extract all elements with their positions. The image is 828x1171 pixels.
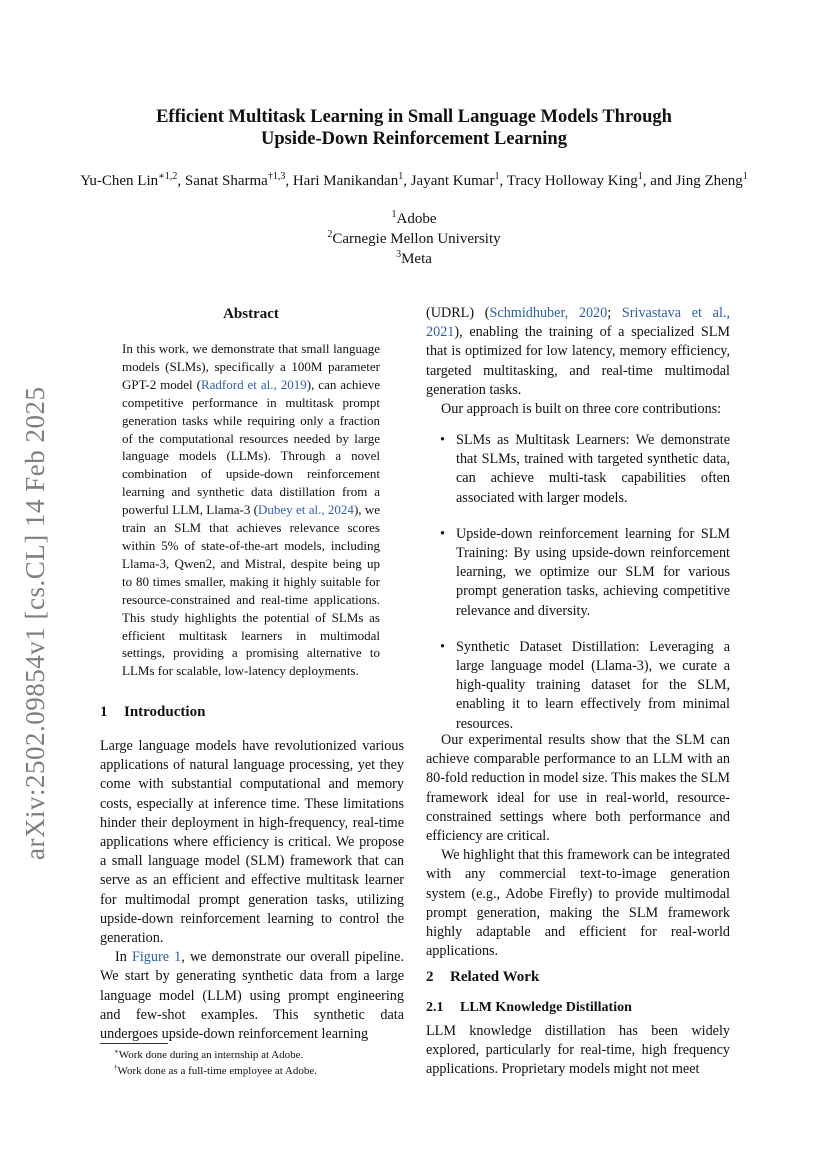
- bullet-icon: •: [440, 432, 445, 448]
- section-title: Introduction: [124, 704, 206, 720]
- footnote-text: Work done during an internship at Adobe.: [118, 1049, 304, 1061]
- author-name: Sanat Sharma: [184, 173, 268, 189]
- author-separator: ,: [177, 173, 185, 189]
- figure-reference-link[interactable]: Figure 1: [131, 949, 182, 966]
- paper-title: [100, 106, 728, 150]
- bullet-icon: •: [440, 638, 445, 655]
- section-number: 2: [426, 969, 434, 985]
- footnote: [114, 1064, 404, 1080]
- affiliation-mark: 1: [391, 209, 397, 220]
- author-name: Yu-Chen Lin: [80, 173, 159, 189]
- section-heading-related-work: [426, 969, 539, 986]
- intro-paragraph: Our approach is built on three core contributions:: [441, 401, 722, 418]
- author-separator: ,: [285, 173, 293, 189]
- citation-link[interactable]: Dubey et al., 2024: [258, 502, 354, 518]
- footnote: [114, 1048, 404, 1064]
- citation-link[interactable]: Schmidhuber, 2020: [489, 305, 608, 321]
- footnote-divider: [100, 1043, 168, 1044]
- abstract-text-segment: ), we train an SLM that achieves relevance scores within 5% of state-of-the-art models, including Llama-3, Qwen2, and Mistral, despite being up to 80 times smaller, making it highly suitable for resource-constrained and real-time applications. This study highlights the potential of SLMs as efficient multitask learners in multimodal settings, providing a promising alternative to LLMs for scalable, low-latency deployments.: [122, 502, 381, 679]
- affiliation-name: Carnegie Mellon University: [332, 231, 501, 247]
- author-separator: ,: [499, 173, 507, 189]
- affiliation-name: Adobe: [396, 211, 437, 227]
- intro-right-column-top: [426, 304, 730, 419]
- list-item-text: SLMs as Multitask Learners: We demonstrate that SLMs, trained with targeted synthetic data, can achieve multi-task capabilities often associated with larger models.: [456, 432, 730, 506]
- intro-paragraph: We highlight that this framework can be integrated with any commercial text-to-image generation system (e.g., Adobe Firefly) to provide multimodal prompt generation, making the SLM framework highly adaptable and efficient for real-world applications.: [426, 847, 730, 960]
- list-item: [426, 431, 730, 508]
- citation-link[interactable]: Radford et al., 2019: [200, 376, 307, 392]
- affiliation-mark: 2: [327, 229, 333, 240]
- intro-left-column: [100, 737, 404, 1044]
- author-name: Jayant Kumar: [410, 173, 495, 189]
- related-paragraph: LLM knowledge distillation has been widely explored, particularly for real-time, high frequency applications. Proprietary models might not meet: [426, 1023, 730, 1078]
- author-affiliation-mark: 1: [398, 171, 404, 182]
- title-line-1: Efficient Multitask Learning in Small Language Models Through: [156, 107, 672, 127]
- footnotes: [114, 1048, 404, 1079]
- author-affiliation-mark: 1: [637, 171, 643, 182]
- subsection-title: LLM Knowledge Distillation: [460, 1000, 632, 1015]
- title-line-2: Upside-Down Reinforcement Learning: [261, 129, 567, 149]
- abstract-text: [122, 340, 380, 680]
- author-separator: ,: [403, 173, 411, 189]
- author-name: Hari Manikandan: [292, 173, 399, 189]
- paragraph-segment: (UDRL) (: [426, 305, 490, 321]
- intro-paragraph-continued: [426, 304, 730, 400]
- author-name: Tracy Holloway King: [506, 173, 638, 189]
- section-heading-introduction: [100, 704, 205, 721]
- subsection-number: 2.1: [426, 1000, 444, 1015]
- arxiv-identifier: arXiv:2502.09854v1 [cs.CL] 14 Feb 2025: [20, 386, 50, 860]
- list-item: [426, 525, 730, 621]
- author-affiliation-mark: ∗1,2: [158, 171, 178, 182]
- author-affiliation-mark: †1,3: [267, 171, 286, 182]
- footnote-mark: †: [114, 1062, 118, 1071]
- affiliation-name: Meta: [401, 251, 432, 267]
- author-affiliation-mark: 1: [742, 171, 748, 182]
- bullet-icon: •: [440, 525, 445, 542]
- author-name: Jing Zheng: [675, 173, 743, 189]
- affiliation: [0, 229, 828, 249]
- citation-link[interactable]: Srivastava et al., 2021: [426, 305, 731, 341]
- intro-paragraph: [100, 948, 404, 1044]
- list-item-text: Upside-down reinforcement learning for SLM Training: By using upside-down reinforcement learning, we optimize our SLM for various prompt generation tasks, achieving competitive relevance and diversity.: [456, 525, 730, 619]
- section-number: 1: [100, 704, 108, 720]
- affiliation-mark: 3: [396, 249, 402, 260]
- list-item-text: Synthetic Dataset Distillation: Leveraging a large language model (Llama-3), we curate a high-quality training dataset for the SLM, enabling it to learn effectively from minimal resources.: [456, 638, 730, 732]
- author-affiliation-mark: 1: [494, 171, 500, 182]
- abstract-text-segment: In this work, we demonstrate that small language models (SLMs), specifically a 100M parameter GPT-2 model (: [122, 341, 380, 392]
- section-title: Related Work: [450, 969, 540, 985]
- affiliation: [0, 209, 828, 229]
- list-item: [426, 638, 730, 734]
- footnote-text: Work done as a full-time employee at Adobe.: [117, 1064, 317, 1077]
- affiliation-list: [0, 209, 828, 269]
- paragraph-segment: In: [115, 949, 132, 966]
- intro-paragraph: Large language models have revolutionized various applications of natural language processing, yet they come with substantial computational and memory costs, especially at inference time. These limitations hinder their deployment in high-frequency, real-time applications where efficiency is critical. We propose a small language model (SLM) framework that can serve as an efficient and effective multitask learner for multimodal prompt generation tasks, utilizing upside-down reinforcement learning to control the generation.: [100, 738, 404, 947]
- footnote-mark: ∗: [114, 1047, 119, 1056]
- affiliation: [0, 249, 828, 269]
- paragraph-segment: ), enabling the training of a specialized SLM that is optimized for low latency, memory efficiency, targeted multitasking, and real-time multimodal generation tasks.: [426, 324, 730, 398]
- contributions-list: [426, 431, 730, 751]
- intro-right-column-bottom: [426, 731, 730, 961]
- paragraph-segment: ;: [607, 305, 622, 321]
- author-list: [0, 173, 828, 190]
- paragraph-segment: , we demonstrate our overall pipeline. We start by generating synthetic data from a large language model (LLM) using prompt engineering and few-shot examples. This synthetic data undergoes upside-down reinforcement learning: [100, 949, 404, 1043]
- author-separator: , and: [642, 173, 676, 189]
- intro-paragraph: Our experimental results show that the SLM can achieve comparable performance to an LLM with an 80-fold reduction in model size. This makes the SLM framework ideal for use in real-world, resource-constrained settings where both performance and efficiency are critical.: [426, 732, 730, 845]
- abstract-heading: Abstract: [223, 306, 279, 322]
- subsection-heading-knowledge-distillation: [426, 1000, 632, 1016]
- related-work-text: [426, 1022, 730, 1080]
- abstract-text-segment: ), can achieve competitive performance in multitask prompt generation tasks while requiring only a fraction of the computational resources needed by large language models (LLMs). Through a novel combination of upside-down reinforcement learning and synthetic data distillation from a powerful LLM, Llama-3 (: [122, 376, 380, 518]
